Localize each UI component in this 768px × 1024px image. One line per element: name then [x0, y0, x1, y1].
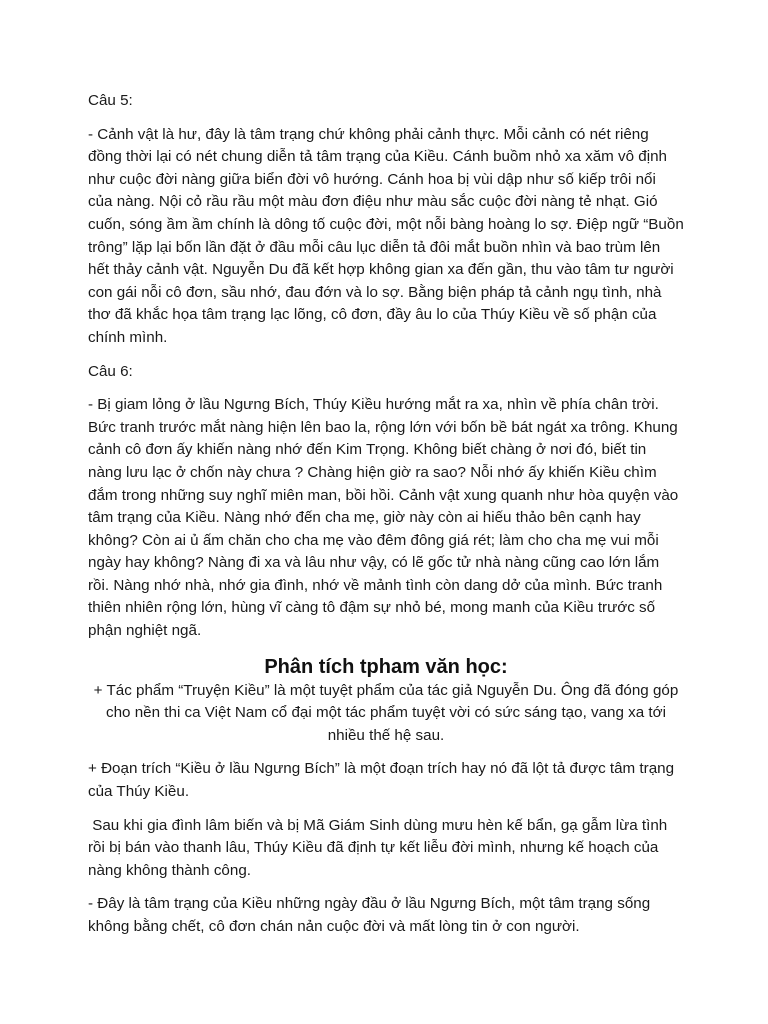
question-6-answer: - Bị giam lỏng ở lầu Ngưng Bích, Thúy Kiều hướng mắt ra xa, nhìn về phía chân trời. Bức tranh trước mắt nàng hiện lên bao la, rộng lớn với bốn bề bát ngát xa trông. Khung cảnh cô đơn ấy khiến nàng nhớ đến Kim Trọng. Không biết chàng ở nơi đó, biết tin nàng lưu lạc ở chốn này chưa ? Chàng hiện giờ ra sao? Nỗi nhớ ấy khiến Kiều chìm đắm trong những suy nghĩ miên man, bồi hồi. Cảnh vật xung quanh như hòa quyện vào tâm trạng của Kiều. Nàng nhớ đến cha mẹ, giờ này còn ai hiếu thảo bên cạnh hay không? Còn ai ủ ấm chăn cho cha mẹ vào đêm đông giá rét; làm cho cha mẹ vui mỗi ngày hay không? Nàng đi xa và lâu như vậy, có lẽ gốc tử nhà nàng cũng cao lớn lắm rồi. Nàng nhớ nhà, nhớ gia đình, nhớ về mảnh tình còn dang dở của mình. Bức tranh thiên nhiên rộng lớn, hùng vĩ càng tô đậm sự nhỏ bé, mong manh của Kiều trước số phận nghiệt ngã.: [88, 396, 679, 640]
question-5-label: Câu 5:: [88, 92, 133, 109]
analysis-paragraph-3: Sau khi gia đình lâm biến và bị Mã Giám Sinh dùng mưu hèn kế bẩn, gạ gẫm lừa tình rồi bị bán vào thanh lâu, Thúy Kiều đã định tự kết liễu đời mình, nhưng kế hoạch của nàng không thành công.: [88, 816, 672, 879]
section-heading: Phân tích tpham văn học:: [264, 655, 508, 678]
question-5-answer: - Cảnh vật là hư, đây là tâm trạng chứ không phải cảnh thực. Mỗi cảnh có nét riêng đồng thời lại có nét chung diễn tả tâm trạng của Kiều. Cánh buồm nhỏ xa xăm vô định như cuộc đời nàng giữa biển đời vô hướng. Cánh hoa bị vùi dập như số kiếp trôi nổi của nàng. Nội cỏ rầu rầu một màu đơn điệu như màu sắc cuộc đời nàng tẻ nhạt. Gió cuốn, sóng ầm ầm chính là dông tố cuộc đời, một nỗi bàng hoàng lo sợ. Điệp ngữ “Buồn trông” lặp lại bốn lần đặt ở đầu mỗi câu lục diễn tả đôi mắt buồn nhìn và bao trùm lên hết thảy cảnh vật. Nguyễn Du đã kết hợp không gian xa đến gần, thu vào tâm tư người con gái nỗi cô đơn, sầu nhớ, đau đớn và lo sợ. Bằng biện pháp tả cảnh ngụ tình, nhà thơ đã khắc họa tâm trạng lạc lõng, cô đơn, đầy âu lo của Thúy Kiều về số phận của chính mình.: [88, 125, 684, 346]
analysis-paragraph-1: + Tác phẩm “Truyện Kiều” là một tuyệt phẩm của tác giả Nguyễn Du. Ông đã đóng góp cho nền thi ca Việt Nam cổ đại một tác phẩm tuyệt vời có sức sáng tạo, vang xa tới nhiều thế hệ sau.: [93, 681, 679, 744]
question-6-label: Câu 6:: [88, 362, 133, 380]
document-page: [88, 90, 684, 950]
analysis-paragraph-2: + Đoạn trích “Kiều ở lầu Ngưng Bích” là một đoạn trích hay nó đã lột tả được tâm trạng của Thúy Kiều.: [88, 760, 675, 801]
analysis-paragraph-4: - Đây là tâm trạng của Kiều những ngày đầu ở lầu Ngưng Bích, một tâm trạng sống không bằng chết, cô đơn chán nản cuộc đời và mất lòng tin ở con người.: [88, 895, 651, 935]
